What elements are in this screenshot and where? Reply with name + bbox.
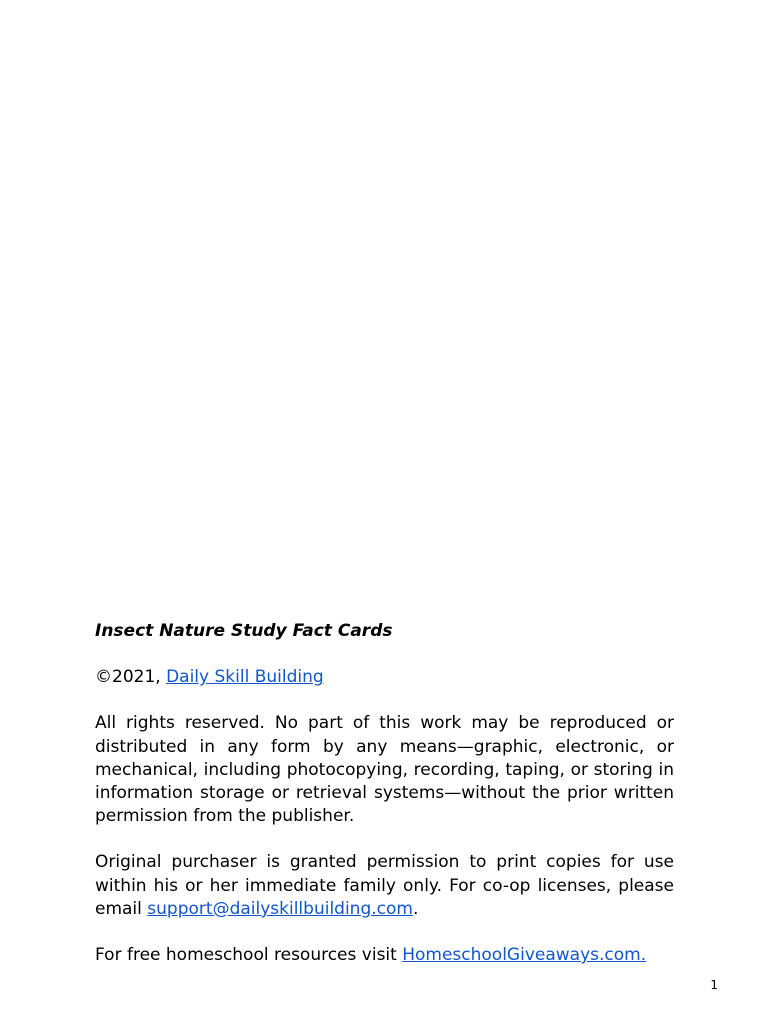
- homeschool-giveaways-link[interactable]: HomeschoolGiveaways.com.: [402, 945, 647, 966]
- page-number: 1: [710, 978, 718, 992]
- permission-text: Original purchaser is granted permission to print copies for use within his or her immediate family only. For co-op licenses, please email: [95, 852, 674, 919]
- resources-line: [95, 944, 674, 967]
- support-email-link[interactable]: support@dailyskillbuilding.com: [147, 898, 413, 919]
- document-title: Insect Nature Study Fact Cards: [95, 621, 393, 641]
- copyright-block: [95, 620, 674, 967]
- permission-end: .: [412, 898, 419, 919]
- copyright-line: [95, 666, 674, 689]
- permission-paragraph: [95, 851, 674, 921]
- daily-skill-building-link[interactable]: Daily Skill Building: [166, 667, 324, 688]
- copyright-prefix: ©2021,: [95, 667, 167, 688]
- rights-paragraph: All rights reserved. No part of this work may be reproduced or distributed in any form by any means—graphic, electronic, or mechanical, including photocopying, recording, taping, or storing in information storage or retrieval systems—without the prior written permission from the publisher.: [95, 713, 674, 827]
- resources-prefix: For free homeschool resources visit: [95, 945, 403, 966]
